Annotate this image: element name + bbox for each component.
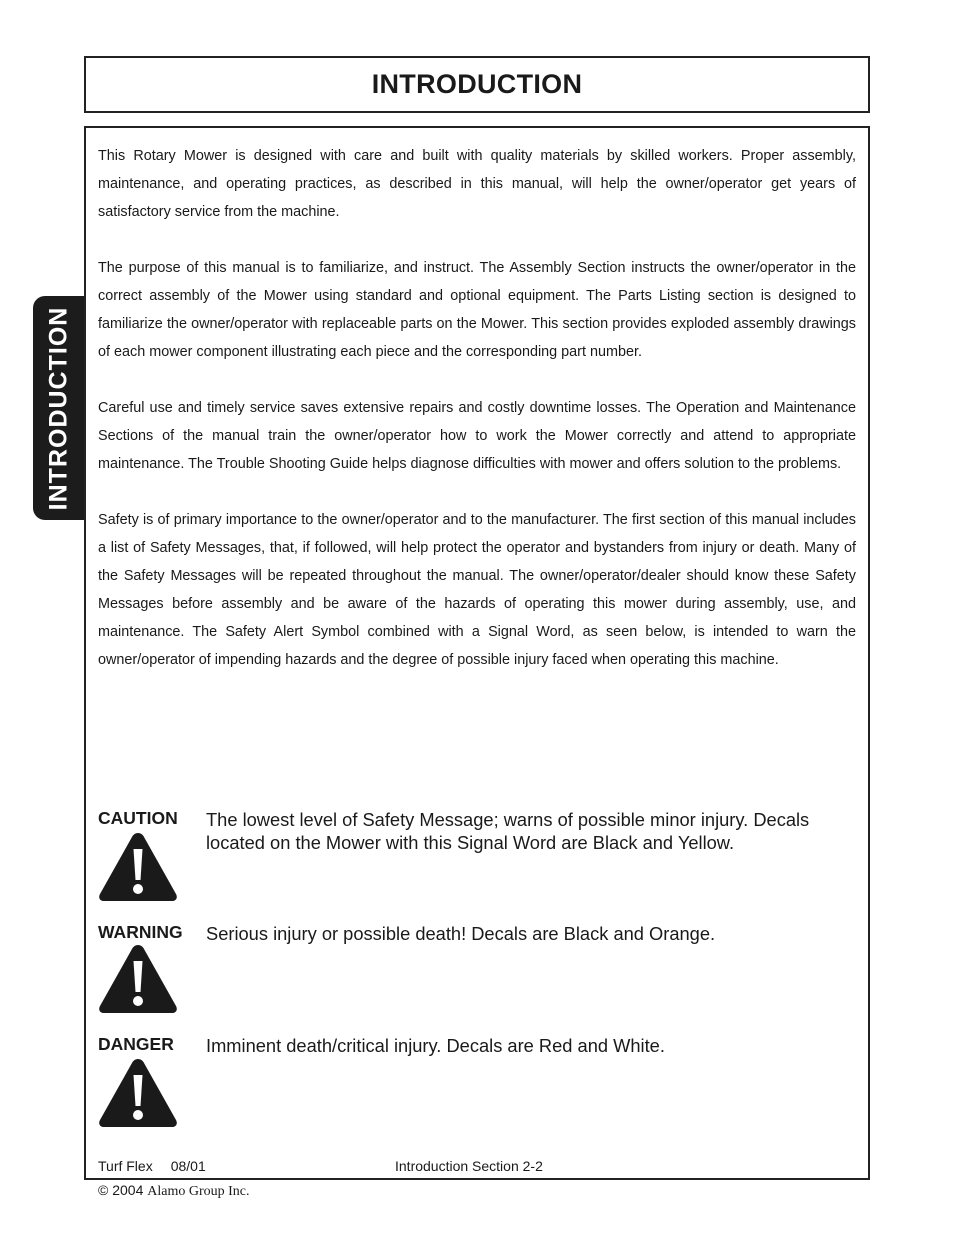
section-side-tab: [33, 296, 85, 520]
footer-product-info: [98, 1158, 206, 1174]
signal-description-warning: Serious injury or possible death! Decals are Black and Orange.: [206, 923, 716, 944]
signal-word-danger: DANGER: [98, 1034, 174, 1054]
intro-paragraph: This Rotary Mower is designed with care and built with quality materials by skilled workers. Proper assembly, maintenance, and operating practices, as described in this manual, will help the owner/operator get years of satisfactory service from the machine.: [98, 148, 856, 220]
intro-body: [98, 142, 856, 702]
copyright-notice: [98, 1182, 250, 1200]
signal-word-caution: CAUTION: [98, 808, 178, 828]
copyright-year: 2004: [112, 1182, 144, 1198]
intro-paragraph: The purpose of this manual is to familiarize, and instruct. The Assembly Section instructs the owner/operator in the correct assembly of the Mower using standard and optional equipment. The Parts Listing section is designed to familiarize the owner/operator with replaceable parts on the Mower. This section provides exploded assembly drawings of each mower component illustrating each piece and the corresponding part number.: [98, 260, 856, 360]
page-title-box: [84, 56, 870, 113]
footer-date: 08/01: [170, 1158, 206, 1174]
signal-description-caution: The lowest level of Safety Message; warns of possible minor injury. Decals located on the Mower with this Signal Word are Black and Yellow.: [206, 809, 810, 853]
copyright-company: Alamo Group Inc.: [147, 1184, 250, 1199]
signal-word-warning: WARNING: [98, 922, 183, 942]
footer-product: Turf Flex: [98, 1158, 153, 1174]
intro-paragraph: Safety is of primary importance to the owner/operator and to the manufacturer. The first section of this manual includes a list of Safety Messages, that, if followed, will help protect the operator and bystanders from injury or death. Many of the Safety Messages will be repeated throughout the manual. The owner/operator/dealer should know these Safety Messages before assembly and be aware of the hazards of operating this mower during assembly, use, and maintenance. The Safety Alert Symbol combined with a Signal Word, as seen below, is intended to warn the owner/operator of impending hazards and the degree of possible injury faced when operating this machine.: [98, 512, 856, 668]
side-tab-label: INTRODUCTION: [44, 306, 73, 510]
safety-alert-triangle-icon: [98, 942, 178, 1014]
page-title: INTRODUCTION: [371, 69, 583, 99]
safety-alert-triangle-icon: [98, 830, 178, 902]
intro-paragraph: Careful use and timely service saves extensive repairs and costly downtime losses. The Operation and Maintenance Sections of the manual train the owner/operator how to work the Mower correctly and attend to appropriate maintenance. The Trouble Shooting Guide helps diagnose difficulties with mower and offers solution to the problems.: [98, 400, 856, 472]
copyright-symbol: ©: [98, 1182, 109, 1198]
footer-section: Introduction Section 2-2: [395, 1158, 543, 1174]
safety-alert-triangle-icon: [98, 1056, 178, 1128]
signal-description-danger: Imminent death/critical injury. Decals are Red and White.: [206, 1035, 665, 1056]
